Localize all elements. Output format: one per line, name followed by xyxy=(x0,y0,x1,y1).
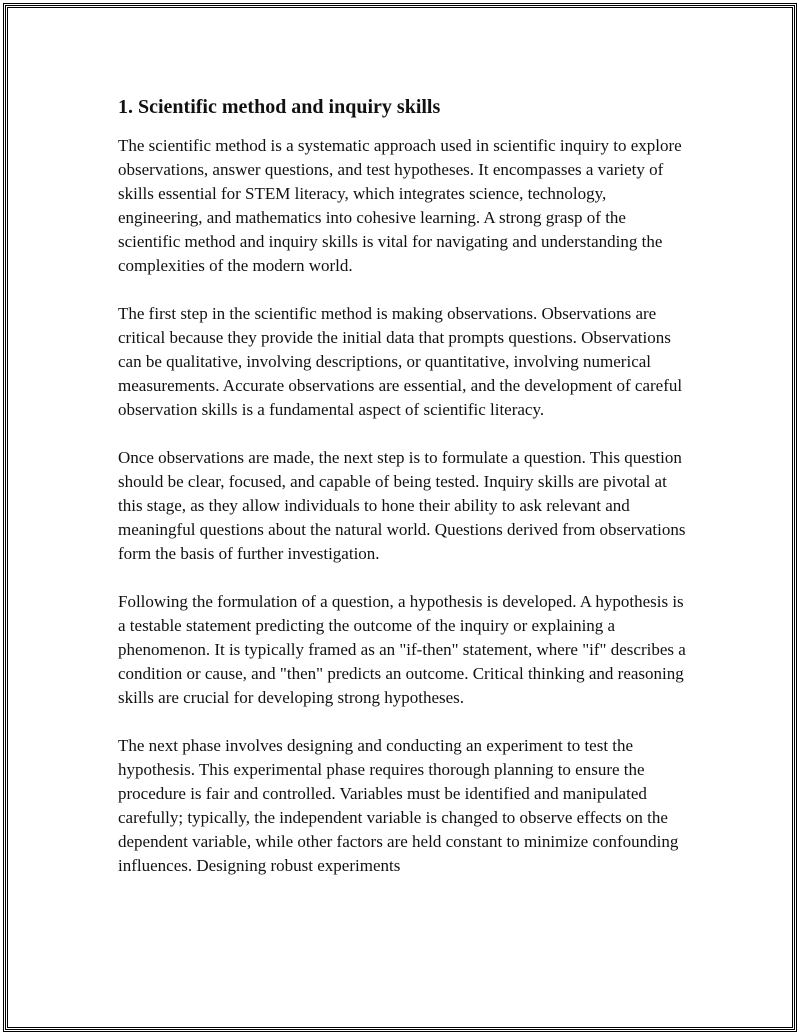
section-heading: 1. Scientific method and inquiry skills xyxy=(118,96,441,118)
document-body xyxy=(118,94,688,902)
paragraph-question: Once observations are made, the next step is to formulate a question. This question should be clear, focused, and capable of being tested. Inquiry skills are pivotal at this stage, as they allow individuals to hone their ability to ask relevant and meaningful questions about the natural world. Questions derived from observations form the basis of further investigation. xyxy=(118,448,686,563)
paragraph-experiment: The next phase involves designing and conducting an experiment to test the hypothesis. This experimental phase requires thorough planning to ensure the procedure is fair and controlled. Variables must be identified and manipulated carefully; typically, the independent variable is changed to observe effects on the dependent variable, while other factors are held constant to minimize confounding influences. Designing robust experiments xyxy=(118,736,679,875)
paragraph-observations: The first step in the scientific method is making observations. Observations are critical because they provide the initial data that prompts questions. Observations can be qualitative, involving descriptions, or quantitative, involving numerical measurements. Accurate observations are essential, and the development of careful observation skills is a fundamental aspect of scientific literacy. xyxy=(118,304,683,419)
paragraph-hypothesis: Following the formulation of a question, a hypothesis is developed. A hypothesis is a testable statement predicting the outcome of the inquiry or explaining a phenomenon. It is typically framed as an "if-then" statement, where "if" describes a condition or cause, and "then" predicts an outcome. Critical thinking and reasoning skills are crucial for developing strong hypotheses. xyxy=(118,592,686,707)
paragraph-intro: The scientific method is a systematic approach used in scientific inquiry to explore observations, answer questions, and test hypotheses. It encompasses a variety of skills essential for STEM literacy, which integrates science, technology, engineering, and mathematics into cohesive learning. A strong grasp of the scientific method and inquiry skills is vital for navigating and understanding the complexities of the modern world. xyxy=(118,136,682,275)
